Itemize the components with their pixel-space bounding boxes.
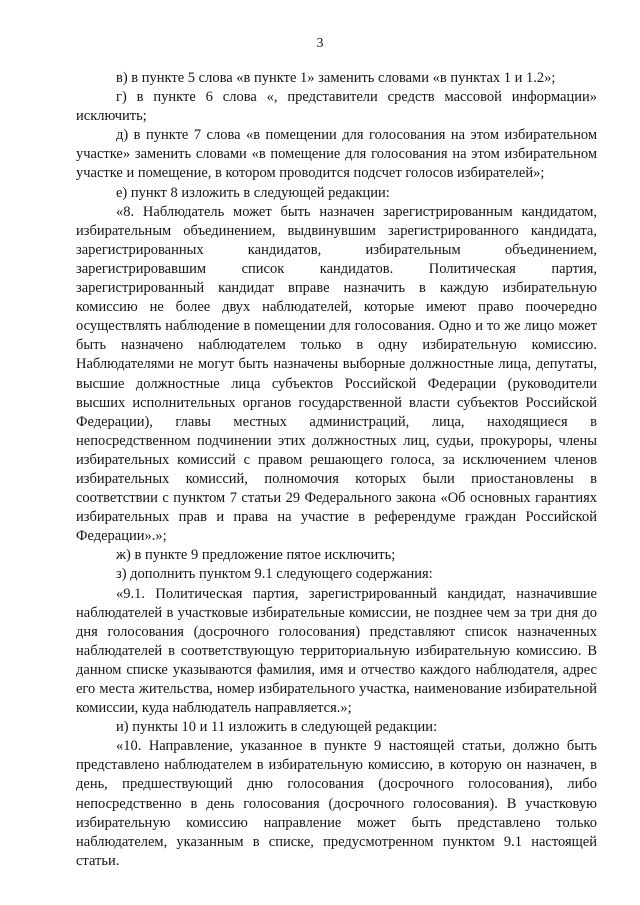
paragraph-amendment-v: в) в пункте 5 слова «в пункте 1» заменить словами «в пунктах 1 и 1.2»; [116,70,556,86]
page-number: 3 [316,36,324,51]
paragraph-amendment-g: г) в пункте 6 слова «, представители средств массовой информации» исключить; [76,89,597,125]
paragraph-amendment-d: д) в пункте 7 слова «в помещении для голосования на этом избирательном участке» заменить словами «в помещение для голосования на этом избирательном участке и помещение, в котором проводится подсчет голосов избирателей»; [76,127,597,182]
paragraph-clause-8: «8. Наблюдатель может быть назначен зарегистрированным кандидатом, избирательным объединением, выдвинувшим зарегистрированного кандидата, зарегистрированных кандидатов, избирательным объединением, зарегистрировавшим список кандидатов. Политическая партия, зарегистрированный кандидат вправе назначить в каждую избирательную комиссию не более двух наблюдателей, которые имеют право поочередно осуществлять наблюдение в помещении для голосования. Одно и то же лицо может быть назначено наблюдателем только в одну избирательную комиссию. Наблюдателями не могут быть назначены выборные должностные лица, депутаты, высшие должностные лица субъектов Российской Федерации (руководители высших исполнительных органов государственной власти субъектов Российской Федерации), главы местных администраций, лица, находящиеся в непосредственном подчинении этих должностных лиц, судьи, прокуроры, члены избирательных комиссий с правом решающего голоса, за исключением членов избирательных комиссий, полномочия которых были приостановлены в соответствии с пунктом 7 статьи 29 Федерального закона «Об основных гарантиях избирательных прав и права на участие в референдуме граждан Российской Федерации».»; [76,203,597,545]
paragraph-amendment-i: и) пункты 10 и 11 изложить в следующей редакции: [116,719,438,736]
paragraph-amendment-zh: ж) в пункте 9 предложение пятое исключить; [116,547,396,564]
paragraph-clause-9-1: «9.1. Политическая партия, зарегистрированный кандидат, назначившие наблюдателей в участковые избирательные комиссии, не позднее чем за три дня до дня голосования (досрочного голосования) представляют список назначенных наблюдателей в соответствующую территориальную избирательную комиссию. В данном списке указываются фамилия, имя и отчество каждого наблюдателя, адрес его места жительства, номер избирательного участка, наименование избирательной комиссии, куда наблюдатель направляется.»; [76,585,597,717]
paragraph-amendment-z: з) дополнить пунктом 9.1 следующего содержания: [116,566,433,583]
document-body [76,69,597,871]
paragraph-clause-10: «10. Направление, указанное в пункте 9 настоящей статьи, должно быть представлено наблюдателем в избирательную комиссию, в которую он назначен, в день, предшествующий дню голосования (досрочного голосования), либо непосредственно в день голосования (досрочного голосования). В участковую избирательную комиссию направление может быть представлено только наблюдателем, указанным в списке, предусмотренном пунктом 9.1 настоящей статьи. [76,738,597,869]
paragraph-amendment-e: е) пункт 8 изложить в следующей редакции: [116,184,390,201]
